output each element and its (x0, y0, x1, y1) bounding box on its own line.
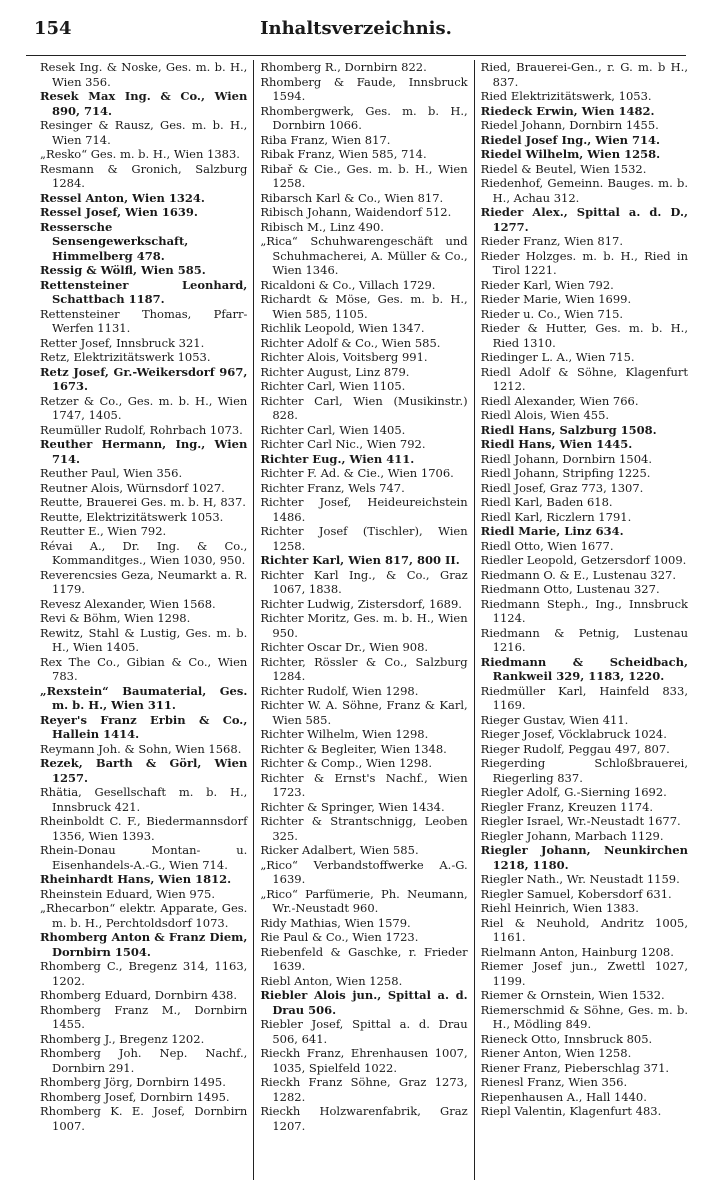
index-entry: Riebler Alois jun., Spittal a. d. Drau 506. (260, 988, 468, 1017)
index-entry: Richter Karl Ing., & Co., Graz 1067, 1838. (260, 567, 468, 596)
index-entry: Ribisch Johann, Waidendorf 512. (260, 205, 452, 219)
index-entry: Richter Rudolf, Wien 1298. (260, 683, 419, 698)
index-entry: Riedel Wilhelm, Wien 1258. (480, 147, 661, 161)
index-entry: Richlik Leopold, Wien 1347. (260, 321, 425, 335)
index-entry: Richter & Springer, Wien 1434. (260, 799, 445, 814)
index-entry: Rhomberg C., Bregenz 314, 1163, 1202. (40, 959, 248, 988)
index-entry: Riemer & Ornstein, Wien 1532. (480, 988, 665, 1002)
index-entry: Resek Max Ing. & Co., Wien 890, 714. (40, 89, 248, 118)
index-entry: Riener Franz, Pieberschlag 371. (480, 1060, 670, 1075)
header-rule (26, 55, 686, 56)
index-entry: Reuther Hermann, Ing., Wien 714. (40, 437, 248, 466)
index-entry: Richter Josef, Heideureichstein 1486. (260, 495, 468, 524)
index-entry: Rhomberg Jörg, Dornbirn 1495. (40, 1075, 226, 1089)
index-column-3 (474, 60, 694, 1180)
index-entry: Richter Eug., Wien 411. (260, 451, 415, 466)
index-entry: Rieger Gustav, Wien 411. (480, 712, 629, 727)
index-entry: Riegler Adolf, G.-Sierning 1692. (480, 785, 667, 799)
index-entry: Riegler Nath., Wr. Neustadt 1159. (480, 872, 680, 886)
index-entry: Richter Ludwig, Zistersdorf, 1689. (260, 596, 462, 611)
index-entry: Rieder Alex., Spittal a. d. D., 1277. (480, 205, 688, 234)
index-entry: Riedl Alexander, Wien 766. (480, 393, 639, 408)
index-entry: Ressel Anton, Wien 1324. (40, 190, 205, 205)
index-entry: Ressig & Wölfl, Wien 585. (40, 263, 206, 277)
index-entry: Richter Carl Nic., Wien 792. (260, 437, 426, 451)
index-entry: Rhomberg R., Dornbirn 822. (260, 60, 427, 74)
index-entry: Riedl Karl, Baden 618. (480, 495, 613, 509)
index-entry: Ressersche Sensengewerkschaft, Himmelberg 478. (40, 219, 189, 263)
index-entry: Revi & Böhm, Wien 1298. (40, 611, 191, 625)
index-entry: Ried Elektrizitätswerk, 1053. (480, 89, 652, 103)
index-entry: „Rico“ Parfümerie, Ph. Neumann, Wr.-Neustadt 960. (260, 886, 468, 915)
index-entry: Riel & Neuhold, Andritz 1005, 1161. (480, 915, 688, 944)
index-entry: Riedmann Otto, Lustenau 327. (480, 582, 660, 596)
index-entry: Rezek, Barth & Görl, Wien 1257. (40, 756, 248, 785)
index-entry: Rienesl Franz, Wien 356. (480, 1075, 628, 1089)
index-entry: Richter Adolf & Co., Wien 585. (260, 335, 441, 350)
index-entry: Riebler Josef, Spittal a. d. Drau 506, 641. (260, 1017, 468, 1046)
index-entry: Riedl Josef, Graz 773, 1307. (480, 480, 644, 495)
index-entry: Riegler Johann, Neunkirchen 1218, 1180. (480, 843, 688, 872)
index-entry: Reuther Paul, Wien 356. (40, 466, 183, 480)
index-entry: Riedmann Steph., Ing., Innsbruck 1124. (480, 596, 688, 625)
index-entry: Riedmann & Petnig, Lustenau 1216. (480, 625, 688, 654)
index-entry: Ribisch M., Linz 490. (260, 219, 384, 234)
index-entry: Riedler Leopold, Getzersdorf 1009. (480, 553, 687, 567)
index-entry: Reverencsies Geza, Neumarkt a. R. 1179. (40, 567, 248, 596)
index-entry: Rhomberg Anton & Franz Diem, Dornbirn 1504. (40, 930, 248, 959)
index-entry: Retter Josef, Innsbruck 321. (40, 335, 205, 350)
index-entry: Riegler Johann, Marbach 1129. (480, 828, 664, 843)
index-entry: Rhomberg & Faude, Innsbruck 1594. (260, 74, 468, 103)
index-entry: Richter Josef (Tischler), Wien 1258. (260, 524, 468, 553)
index-entry: Riedmann & Scheidbach, Rankweil 329, 1183, 1220. (480, 654, 688, 683)
index-entry: Riedmann O. & E., Lustenau 327. (480, 567, 677, 582)
index-entry: Rettensteiner Thomas, Pfarr-Werfen 1131. (40, 306, 248, 335)
index-entry: Retzer & Co., Ges. m. b. H., Wien 1747, 1405. (40, 393, 248, 422)
index-entry: Riegler Franz, Kreuzen 1174. (480, 799, 654, 814)
index-entry: Riedl Johann, Dornbirn 1504. (480, 451, 652, 466)
index-entry: Richter F. Ad. & Cie., Wien 1706. (260, 466, 454, 480)
index-entry: Richter Franz, Wels 747. (260, 480, 405, 495)
index-column-1 (34, 60, 253, 1180)
index-entry: Riedl Karl, Riczlern 1791. (480, 509, 632, 524)
index-entry: Riedenhof, Gemeinn. Bauges. m. b. H., Achau 312. (480, 176, 688, 205)
index-entry: Riedl Otto, Wien 1677. (480, 538, 614, 553)
index-entry: Riemer Josef jun., Zwettl 1027, 1199. (480, 959, 688, 988)
index-entry: Ricker Adalbert, Wien 585. (260, 843, 419, 857)
index-entry: Riedmüller Karl, Hainfeld 833, 1169. (480, 683, 688, 712)
index-entry: Reutte, Elektrizitätswerk 1053. (40, 509, 224, 524)
index-entry: „Rica“ Schuhwarengeschäft und Schuhmacherei, A. Müller & Co., Wien 1346. (260, 234, 468, 277)
index-entry: Rieder u. Co., Wien 715. (480, 306, 624, 321)
index-entry: Rhomberg Franz M., Dornbirn 1455. (40, 1002, 248, 1031)
page-title: Inhaltsverzeichnis. (260, 18, 452, 39)
index-entry: Ribarsch Karl & Co., Wien 817. (260, 190, 444, 205)
index-entry: Riedeck Erwin, Wien 1482. (480, 103, 655, 118)
index-entry: Rieder Holzges. m. b. H., Ried in Tirol 1221. (480, 248, 688, 277)
index-entry: Reutte, Brauerei Ges. m. b. H, 837. (40, 495, 246, 509)
index-entry: „Rico“ Verbandstoffwerke A.-G. 1639. (260, 857, 468, 886)
index-entry: Rewitz, Stahl & Lustig, Ges. m. b. H., Wien 1405. (40, 625, 248, 654)
index-entry: Richter & Begleiter, Wien 1348. (260, 741, 447, 756)
index-entry: Ried, Brauerei-Gen., r. G. m. b H., 837. (480, 60, 688, 89)
index-entry: Rieckh Holzwarenfabrik, Graz 1207. (260, 1104, 468, 1133)
index-entry: Rieneck Otto, Innsbruck 805. (480, 1031, 653, 1046)
index-entry: Rieger Rudolf, Peggau 497, 807. (480, 741, 670, 756)
index-entry: Rhomberg J., Bregenz 1202. (40, 1031, 205, 1046)
index-entry: Rhomberg K. E. Josef, Dornbirn 1007. (40, 1104, 248, 1133)
index-entry: Rielmann Anton, Hainburg 1208. (480, 944, 674, 959)
index-entry: Riepl Valentin, Klagenfurt 483. (480, 1104, 662, 1118)
index-entry: Rhomberg Josef, Dornbirn 1495. (40, 1089, 230, 1104)
index-entry: Rhomberg Joh. Nep. Nachf., Dornbirn 291. (40, 1046, 248, 1075)
index-entry: Richter Carl, Wien 1405. (260, 422, 406, 437)
index-entry: Rheinhardt Hans, Wien 1812. (40, 872, 232, 886)
index-entry: „Resko“ Ges. m. b. H., Wien 1383. (40, 147, 240, 161)
index-columns (34, 60, 694, 1180)
index-entry: Rieckh Franz, Ehrenhausen 1007, 1035, Spielfeld 1022. (260, 1046, 468, 1075)
index-entry: Ribař & Cie., Ges. m. b. H., Wien 1258. (260, 161, 468, 190)
index-entry: Rettensteiner Leonhard, Schattbach 1187. (40, 277, 248, 306)
index-entry: Richardt & Möse, Ges. m. b. H., Wien 585, 1105. (260, 292, 468, 321)
index-entry: Riedl Hans, Wien 1445. (480, 437, 633, 451)
index-entry: Riedl Adolf & Söhne, Klagenfurt 1212. (480, 364, 688, 393)
index-entry: Riedl Hans, Salzburg 1508. (480, 422, 657, 437)
index-entry: Resek Ing. & Noske, Ges. m. b. H., Wien 356. (40, 60, 248, 89)
index-entry: Rieckh Franz Söhne, Graz 1273, 1282. (260, 1075, 468, 1104)
index-entry: Reutter E., Wien 792. (40, 524, 167, 538)
index-entry: Riener Anton, Wien 1258. (480, 1046, 632, 1060)
index-entry: Richter Carl, Wien 1105. (260, 379, 406, 393)
index-entry: Ribak Franz, Wien 585, 714. (260, 147, 427, 161)
index-entry: Riedl Alois, Wien 455. (480, 408, 610, 422)
index-entry: Riedl Johann, Stripfing 1225. (480, 466, 651, 480)
index-entry: Richter W. A. Söhne, Franz & Karl, Wien 585. (260, 698, 468, 727)
index-entry: „Rexstein“ Baumaterial, Ges. m. b. H., Wien 311. (40, 683, 248, 712)
index-entry: Ricaldoni & Co., Villach 1729. (260, 277, 436, 292)
index-entry: Resinger & Rausz, Ges. m. b. H., Wien 714. (40, 118, 248, 147)
index-entry: Riedl Marie, Linz 634. (480, 524, 624, 538)
index-entry: Rieder Marie, Wien 1699. (480, 292, 632, 306)
index-entry: Rieder Karl, Wien 792. (480, 277, 614, 292)
page-number: 154 (34, 18, 72, 39)
index-entry: Richter & Comp., Wien 1298. (260, 756, 433, 770)
index-entry: Riehl Heinrich, Wien 1383. (480, 901, 639, 915)
index-entry: Reyer's Franz Erbin & Co., Hallein 1414. (40, 712, 248, 741)
index-entry: Revesz Alexander, Wien 1568. (40, 596, 216, 611)
index-entry: Riedel & Beutel, Wien 1532. (480, 161, 647, 176)
index-entry: Riedel Johann, Dornbirn 1455. (480, 118, 659, 132)
index-entry: Richter Wilhelm, Wien 1298. (260, 727, 429, 741)
page-header (22, 18, 690, 46)
index-entry: Reutner Alois, Würnsdorf 1027. (40, 480, 225, 495)
index-entry: Rheinboldt C. F., Biedermannsdorf 1356, Wien 1393. (40, 814, 248, 843)
index-entry: Rieder & Hutter, Ges. m. b. H., Ried 1310. (480, 321, 688, 350)
index-entry: Riedel Josef Ing., Wien 714. (480, 132, 661, 147)
index-entry: Reymann Joh. & Sohn, Wien 1568. (40, 741, 242, 756)
index-entry: Rhombergwerk, Ges. m. b. H., Dornbirn 1066. (260, 103, 468, 132)
index-entry: Riemerschmid & Söhne, Ges. m. b. H., Mödling 849. (480, 1002, 688, 1031)
index-entry: Richter Oscar Dr., Wien 908. (260, 640, 429, 654)
index-entry: Révai A., Dr. Ing. & Co., Kommanditges., Wien 1030, 950. (40, 538, 248, 567)
index-entry: Retz, Elektrizitätswerk 1053. (40, 350, 211, 364)
index-entry: Rhomberg Eduard, Dornbirn 438. (40, 988, 238, 1002)
index-entry: Richter August, Linz 879. (260, 364, 410, 379)
index-entry: „Rhecarbon“ elektr. Apparate, Ges. m. b. H., Perchtoldsdorf 1073. (40, 901, 248, 930)
index-entry: Riba Franz, Wien 817. (260, 132, 391, 147)
index-entry: Riegler Israel, Wr.-Neustadt 1677. (480, 814, 681, 828)
index-entry: Riedinger L. A., Wien 715. (480, 350, 635, 364)
index-entry: Riebenfeld & Gaschke, r. Frieder 1639. (260, 944, 468, 973)
index-entry: Rhätia, Gesellschaft m. b. H., Innsbruck 421. (40, 785, 248, 814)
index-entry: Riebl Anton, Wien 1258. (260, 973, 403, 988)
index-entry: Richter & Ernst's Nachf., Wien 1723. (260, 770, 468, 799)
index-entry: Rheinstein Eduard, Wien 975. (40, 886, 215, 901)
index-entry: Riegler Samuel, Kobersdorf 631. (480, 886, 672, 901)
index-entry: Resmann & Gronich, Salzburg 1284. (40, 161, 248, 190)
index-entry: Richter Moritz, Ges. m. b. H., Wien 950. (260, 611, 468, 640)
index-entry: Retz Josef, Gr.-Weikersdorf 967, 1673. (40, 364, 248, 393)
index-entry: Richter Carl, Wien (Musikinstr.) 828. (260, 393, 468, 422)
index-entry: Richter & Strantschnigg, Leoben 325. (260, 814, 468, 843)
index-entry: Riepenhausen A., Hall 1440. (480, 1089, 647, 1104)
index-entry: Richter Alois, Voitsberg 991. (260, 350, 428, 364)
index-entry: Rie Paul & Co., Wien 1723. (260, 930, 419, 944)
index-entry: Reumüller Rudolf, Rohrbach 1073. (40, 422, 243, 437)
index-entry: Richter Karl, Wien 817, 800 II. (260, 553, 460, 567)
index-entry: Rhein-Donau Montan- u. Eisenhandels-A.-G., Wien 714. (40, 843, 248, 872)
index-entry: Riegerding Schloßbrauerei, Riegerling 837. (480, 756, 688, 785)
index-column-2 (253, 60, 473, 1180)
index-entry: Richter, Rössler & Co., Salzburg 1284. (260, 654, 468, 683)
index-entry: Rex The Co., Gibian & Co., Wien 783. (40, 654, 248, 683)
index-entry: Ridy Mathias, Wien 1579. (260, 915, 411, 930)
index-entry: Rieger Josef, Vöcklabruck 1024. (480, 727, 667, 741)
index-entry: Rieder Franz, Wien 817. (480, 234, 623, 248)
index-entry: Ressel Josef, Wien 1639. (40, 205, 198, 219)
